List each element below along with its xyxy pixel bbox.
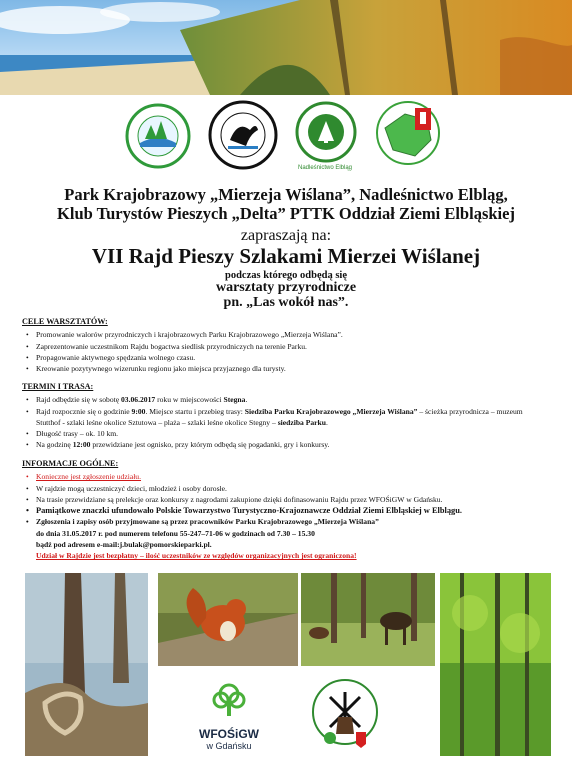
partner-logos-row	[0, 100, 572, 170]
goals-title: CELE WARSZTATÓW:	[22, 317, 108, 326]
list-item: • Pamiątkowe znaczki ufundowało Polskie Towarzystwo Turystyczno-Krajoznawcze Oddział Ziemi Elbląskiej w Elblągu.	[36, 505, 542, 516]
text: – ścieżka przyrodnicza – muzeum Stutthof - szlaki leśne okolice Sztutowa – plaża – szlaki leśne okolice Stegny –	[36, 406, 523, 427]
tree-roots-photo	[25, 573, 148, 756]
list-item: • Promowanie walorów przyrodniczych i krajobrazowych Parku Krajobrazowego „Mierzeja Wiślana”.	[36, 329, 542, 340]
registration-line-3: bądź pod adresem e-mail:j.bulak@pomorskieparki.pl.	[36, 540, 212, 550]
bonfire-time: 12:00	[72, 440, 91, 450]
list-item: • Długość trasy – ok. 10 km.	[36, 428, 542, 439]
route-title: TERMIN I TRASA:	[22, 382, 94, 391]
info-title: INFORMACJE OGÓLNE:	[22, 459, 119, 468]
wfosigw-tree-icon	[209, 680, 249, 722]
end-place: siedziba Parku	[277, 417, 326, 427]
start-time: 9:00	[131, 406, 146, 416]
registration-line-1: • Zgłoszenia i zapisy osób przyjmowane są przez pracowników Parku Krajobrazowego „Mierzeja Wiślana”	[36, 517, 379, 527]
list-item: • Kreowanie pozytywnego wizerunku regionu jako miejsca przyjaznego dla turysty.	[36, 363, 542, 374]
info-section	[22, 458, 542, 562]
text: Rajd rozpocznie się o godzinie	[36, 406, 132, 416]
text: roku w miejscowości	[155, 395, 224, 405]
text: Na godzinę	[36, 440, 73, 450]
text: .	[326, 417, 328, 427]
list-item	[36, 394, 542, 405]
event-place: Stegna	[223, 395, 246, 405]
goals-list	[22, 329, 542, 374]
invite-text: zapraszają na:	[240, 227, 332, 244]
wfosigw-city: w Gdańsku	[206, 741, 252, 751]
text: . Miejsce startu i przebieg trasy:	[145, 406, 245, 416]
header-landscape-photo	[0, 0, 572, 95]
text: przewidziane jest ognisko, przy którym odbędą się pogadanki, gry i konkursy.	[90, 440, 330, 450]
list-item: • Propagowanie aktywnego spędzania wolnego czasu.	[36, 352, 542, 363]
pttk-windmill-logo	[310, 672, 380, 761]
mierzeja-wislana-logo	[208, 100, 278, 175]
free-participation-note: Udział w Rajdzie jest bezpłatny – ilość uczestników ze względów organizacyjnych jest ograniczona!	[36, 551, 357, 561]
list-item: • Zaprezentowanie uczestnikom Rajdu bogactwa siedlisk przyrodniczych na terenie Parku.	[36, 341, 542, 352]
event-subtitle-1: podczas którego odbędą się	[224, 270, 348, 281]
event-subtitle-3: pn. „Las wokół nas”.	[223, 295, 349, 310]
event-date: 03.06.2017	[121, 395, 156, 405]
wfosigw-logo	[195, 680, 263, 760]
list-item	[36, 439, 542, 450]
wfosigw-name: WFOŚiGW	[199, 727, 259, 741]
goals-section	[22, 316, 542, 374]
event-title: VII Rajd Pieszy Szlakami Mierzei Wiślanej	[91, 244, 481, 268]
route-list	[22, 394, 542, 450]
elblag-region-map-logo	[375, 100, 441, 171]
lasy-panstwowe-logo	[292, 101, 360, 168]
registration-line-2: do dnia 31.05.2017 r. pod numerem telefonu 55-247–71-06 w godzinach od 7.30 – 15.30	[36, 528, 315, 538]
deer-in-forest-photo	[301, 573, 435, 666]
list-item: • Konieczne jest zgłoszenie udziału.	[36, 471, 542, 482]
list-item	[36, 406, 542, 429]
red-squirrel-photo	[158, 573, 298, 666]
list-item: • W rajdzie mogą uczestniczyć dzieci, młodzież i osoby dorosłe.	[36, 483, 542, 494]
event-subtitle-2: warsztaty przyrodnicze	[215, 280, 357, 295]
list-item: • Na trasie przewidziane są prelekcje oraz konkursy z nagrodami zakupione dzięki dofinasowaniu Rajdu przez WFOŚiGW w Gdańsku.	[36, 494, 542, 505]
green-forest-photo	[440, 573, 551, 756]
organizers-line-2: Klub Turystów Pieszych „Delta” PTTK Oddział Ziemi Elbląskiej	[57, 204, 515, 223]
pomorski-zespol-logo	[125, 103, 191, 174]
text: Rajd odbędzie się w sobotę	[36, 395, 121, 405]
info-list	[22, 471, 542, 550]
route-section	[22, 381, 542, 451]
text: .	[245, 395, 248, 405]
lasy-caption: Nadleśnictwo Elbląg	[297, 165, 353, 171]
list-item	[36, 516, 542, 550]
start-place: Siedziba Parku Krajobrazowego „Mierzeja Wiślana”	[244, 406, 418, 416]
organizers-line-1: Park Krajobrazowy „Mierzeja Wiślana”, Nadleśnictwo Elbląg,	[64, 185, 508, 204]
